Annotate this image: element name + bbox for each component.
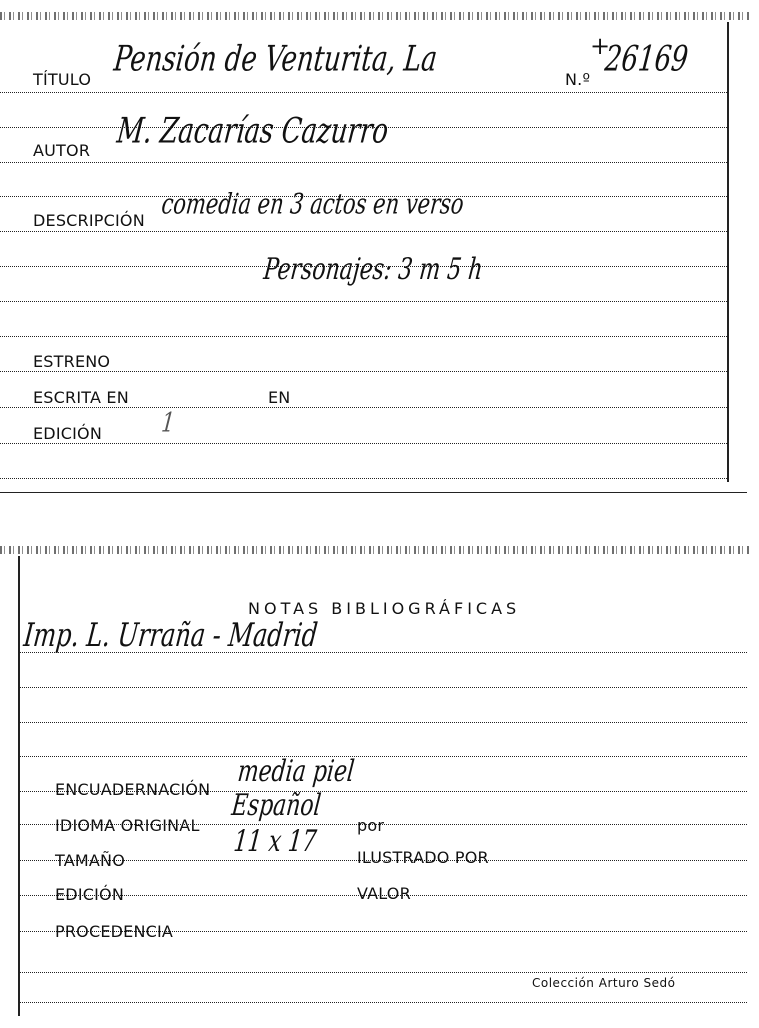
ruled-line [0, 407, 727, 408]
coleccion-footer: Colección Arturo Sedó [532, 976, 676, 990]
procedencia-label: PROCEDENCIA [55, 922, 174, 941]
ruled-line [18, 756, 747, 757]
escrita-en-label: ESCRITA EN [33, 388, 129, 407]
ruled-line [0, 231, 727, 232]
autor-label: AUTOR [33, 141, 91, 160]
por-label: por [357, 816, 385, 835]
idioma-original-label: IDIOMA ORIGINAL [55, 816, 200, 835]
ruled-line [18, 722, 747, 723]
ruled-line [0, 92, 727, 93]
numero-value: 26169 [603, 39, 690, 80]
ruled-line [0, 162, 727, 163]
card-left-border [18, 556, 20, 1016]
personajes-note: Personajes: 3 m 5 h [262, 253, 485, 287]
encuadernacion-label: ENCUADERNACIÓN [55, 780, 211, 799]
ruled-line [0, 336, 727, 337]
cross-mark: + [590, 32, 611, 60]
card-right-border [727, 22, 729, 482]
imprenta-note: Imp. L. Urraña - Madrid [22, 616, 320, 654]
estreno-label: ESTRENO [33, 352, 111, 371]
ruled-line [0, 478, 727, 479]
autor-value: M. Zacarías Cazurro [115, 111, 391, 152]
descripcion-label: DESCRIPCIÓN [33, 211, 145, 230]
ilustrado-por-label: ILUSTRADO POR [357, 848, 489, 867]
tamano-label: TAMAÑO [55, 851, 125, 870]
idioma-original-value: Español [230, 789, 323, 823]
encuadernacion-value: media piel [236, 755, 356, 789]
titulo-value: Pensión de Venturita, La [112, 39, 439, 80]
titulo-label: TÍTULO [33, 70, 92, 89]
ruled-line [18, 972, 747, 973]
notas-heading: NOTAS BIBLIOGRÁFICAS [248, 599, 521, 618]
edicion-value: 1 [160, 405, 177, 438]
card-top-edge [0, 546, 749, 554]
ruled-line [18, 687, 747, 688]
edicion-back-label: EDICIÓN [55, 885, 125, 904]
card-top-edge [0, 12, 749, 20]
tamano-value: 11 x 17 [232, 825, 318, 859]
ruled-line [18, 1002, 747, 1003]
ruled-line [0, 301, 727, 302]
ruled-line [0, 371, 727, 372]
valor-label: VALOR [357, 884, 411, 903]
card-bottom-edge [0, 492, 747, 493]
numero-label: N.º [565, 70, 591, 89]
catalog-card-back [0, 540, 759, 1028]
ruled-line [0, 443, 727, 444]
en-label: EN [268, 388, 291, 407]
descripcion-value: comedia en 3 actos en verso [160, 187, 466, 220]
edicion-label: EDICIÓN [33, 424, 103, 443]
catalog-card-front [0, 0, 759, 500]
